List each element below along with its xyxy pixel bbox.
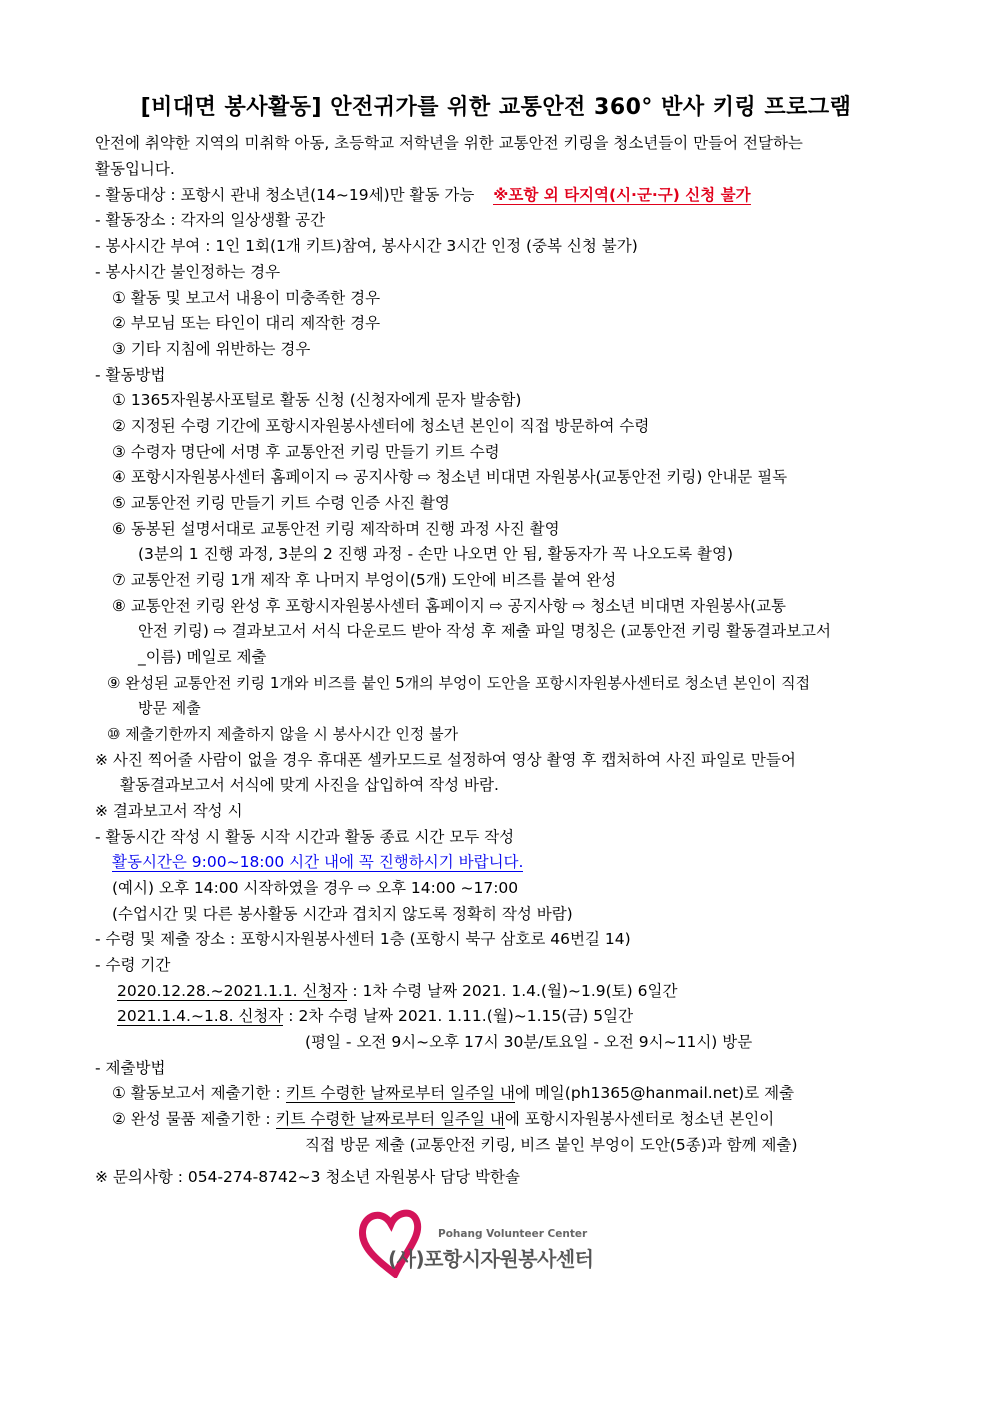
submit-item-2-cont: 직접 방문 제출 (교통안전 키링, 비즈 붙인 부엉이 도안(5종)과 함께 제출)	[305, 1136, 798, 1154]
period-r2-applicants: 2021.1.4.~1.8. 신청자	[117, 1007, 284, 1025]
report-line: - 활동시간 작성 시 활동 시작 시간과 활동 종료 시간 모두 작성	[95, 828, 515, 846]
submit-2-deadline: 키트 수령한 날짜로부터 일주일 내	[275, 1110, 505, 1128]
place-line: - 활동장소 : 각자의 일상생활 공간	[95, 211, 326, 229]
period-r2-text: : 2차 수령 날짜 2021. 1.11.(월)~1.15(금) 5일간	[283, 1007, 634, 1025]
method-line: ⑨ 완성된 교통안전 키링 1개와 비즈를 붙인 5개의 부엉이 도안을 포항시자원봉사센터로 청소년 본인이 직접	[107, 674, 811, 692]
period-row-1	[117, 981, 677, 1001]
period-r1-applicants: 2020.12.28.~2021.1.1. 신청자	[117, 982, 348, 1000]
report-note: (수업시간 및 다른 봉사활동 시간과 겹치지 않도록 정확히 작성 바람)	[112, 905, 573, 923]
noncredit-item: ③ 기타 지침에 위반하는 경우	[112, 340, 311, 358]
method-line: ⑩ 제출기한까지 제출하지 않을 시 봉사시간 인정 불가	[107, 725, 459, 743]
photo-note-1: ※ 사진 찍어줄 사람이 없을 경우 휴대폰 셀카모드로 설정하여 영상 촬영 후 캡처하여 사진 파일로 만들어	[95, 751, 796, 769]
report-blue-note	[112, 852, 523, 872]
method-line: _이름) 메일로 제출	[138, 648, 267, 666]
method-line: ⑤ 교통안전 키링 만들기 키트 수령 인증 사진 촬영	[112, 494, 450, 512]
target-warning: ※포항 외 타지역(시·군·구) 신청 불가	[493, 186, 751, 204]
noncredit-item: ② 부모님 또는 타인이 대리 제작한 경우	[112, 314, 381, 332]
method-line: ⑥ 동봉된 설명서대로 교통안전 키링 제작하며 진행 과정 사진 촬영	[112, 520, 560, 538]
method-line: (3분의 1 진행 과정, 3분의 2 진행 과정 - 손만 나오면 안 됨, 활동자가 꼭 나오도록 촬영)	[138, 545, 734, 563]
method-line: 안전 키링) ⇨ 결과보고서 서식 다운로드 받아 작성 후 제출 파일 명칭은 (교통안전 키링 활동결과보고서	[138, 622, 831, 640]
submit-1-label: ① 활동보고서 제출기한 :	[112, 1084, 286, 1102]
submit-item-2	[112, 1109, 774, 1129]
method-line: ⑦ 교통안전 키링 1개 제작 후 나머지 부엉이(5개) 도안에 비즈를 붙여 완성	[112, 571, 617, 589]
noncredit-item: ① 활동 및 보고서 내용이 미충족한 경우	[112, 289, 381, 307]
period-row-2	[117, 1006, 633, 1026]
submit-item-1	[112, 1083, 794, 1103]
method-line: ② 지정된 수령 기간에 포항시자원봉사센터에 청소년 본인이 직접 방문하여 수령	[112, 417, 650, 435]
report-heading: ※ 결과보고서 작성 시	[95, 802, 243, 820]
method-line: ③ 수령자 명단에 서명 후 교통안전 키링 만들기 키트 수령	[112, 443, 500, 461]
logo-korean: (사)포항시자원봉사센터	[388, 1247, 594, 1271]
report-example: (예시) 오후 14:00 시작하였을 경우 ⇨ 오후 14:00 ~17:00	[112, 879, 519, 897]
page-title: [비대면 봉사활동] 안전귀가를 위한 교통안전 360° 반사 키링 프로그램	[140, 95, 852, 120]
target-text: - 활동대상 : 포항시 관내 청소년(14~19세)만 활동 가능	[95, 186, 475, 204]
method-line: 방문 제출	[138, 699, 201, 717]
photo-note-2: 활동결과보고서 서식에 맞게 사진을 삽입하여 작성 바람.	[120, 776, 499, 794]
period-r1-text: : 1차 수령 날짜 2021. 1.4.(월)~1.9(토) 6일간	[347, 982, 678, 1000]
hours-line: - 봉사시간 부여 : 1인 1회(1개 키트)참여, 봉사시간 3시간 인정 (중복 신청 불가)	[95, 237, 638, 255]
method-line: ④ 포항시자원봉사센터 홈페이지 ⇨ 공지사항 ⇨ 청소년 비대면 자원봉사(교통안전 키링) 안내문 필독	[112, 468, 788, 486]
period-heading: - 수령 기간	[95, 956, 171, 974]
intro-line-2: 활동입니다.	[95, 160, 175, 178]
method-heading: - 활동방법	[95, 366, 166, 384]
submit-heading: - 제출방법	[95, 1059, 166, 1077]
contact-line: ※ 문의사항 : 054-274-8742~3 청소년 자원봉사 담당 박한솔	[95, 1168, 520, 1186]
noncredit-heading: - 봉사시간 불인정하는 경우	[95, 263, 281, 281]
location-line: - 수령 및 제출 장소 : 포항시자원봉사센터 1층 (포항시 북구 삼호로 46번길 14)	[95, 930, 631, 948]
period-hours: (평일 - 오전 9시~오후 17시 30분/토요일 - 오전 9시~11시) 방문	[305, 1033, 753, 1051]
report-blue-text: 활동시간은 9:00~18:00 시간 내에 꼭 진행하시기 바랍니다.	[112, 853, 524, 871]
target-line	[95, 185, 751, 205]
logo-english: Pohang Volunteer Center	[438, 1228, 588, 1240]
intro-line-1: 안전에 취약한 지역의 미취학 아동, 초등학교 저학년을 위한 교통안전 키링을 청소년들이 만들어 전달하는	[95, 134, 803, 152]
method-line: ⑧ 교통안전 키링 완성 후 포항시자원봉사센터 홈페이지 ⇨ 공지사항 ⇨ 청소년 비대면 자원봉사(교통	[112, 597, 787, 615]
submit-1-rest: 에 메일(ph1365@hanmail.net)로 제출	[514, 1084, 795, 1102]
submit-1-deadline: 키트 수령한 날짜로부터 일주일 내	[285, 1084, 515, 1102]
submit-2-rest: 에 포항시자원봉사센터로 청소년 본인이	[504, 1110, 775, 1128]
submit-2-label: ② 완성 물품 제출기한 :	[112, 1110, 276, 1128]
method-line: ① 1365자원봉사포털로 활동 신청 (신청자에게 문자 발송함)	[112, 391, 522, 409]
